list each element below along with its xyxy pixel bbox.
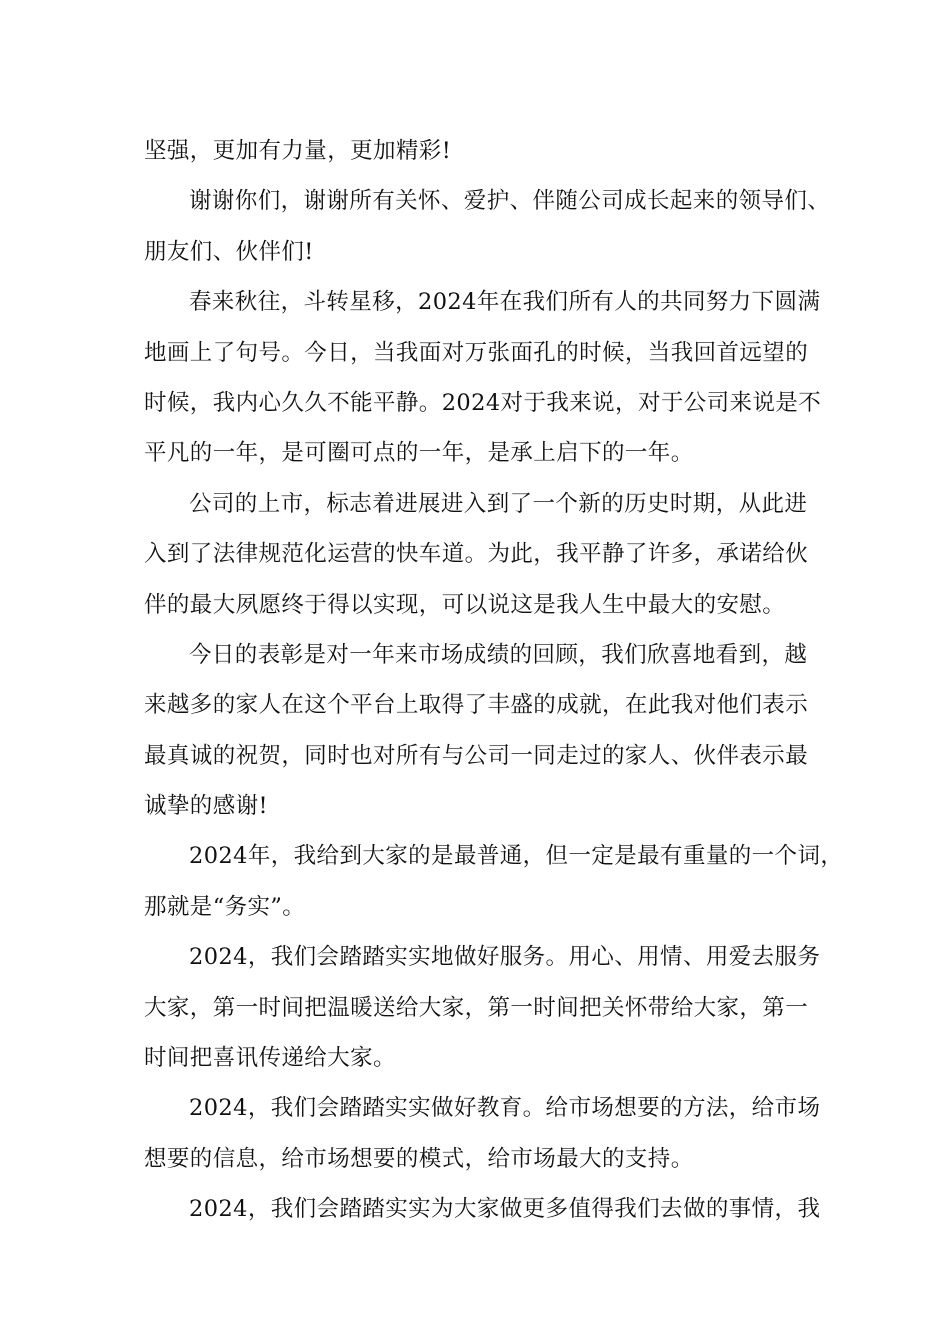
text-line: 朋友们、伙伴们!	[144, 238, 314, 265]
text-line: 坚强，更加有力量，更加精彩!	[144, 138, 452, 164]
text-line: 那就是“务实”。	[144, 893, 306, 920]
speech-text	[144, 126, 844, 1235]
text-line: 最真诚的祝贺，同时也对所有与公司一同走过的家人、伙伴表示最	[144, 742, 809, 769]
text-line: 谢谢你们，谢谢所有关怀、爱护、伴随公司成长起来的领导们、	[189, 188, 831, 215]
text-line: 诚挚的感谢!	[144, 793, 268, 820]
text-line: 2024年，我给到大家的是最普通，但一定是最有重量的一个词，	[189, 843, 844, 870]
text-line: 时候，我内心久久不能平静。2024对于我来说，对于公司来说是不	[144, 389, 822, 416]
text-line: 时间把喜讯传递给大家。	[144, 1045, 396, 1072]
text-line: 平凡的一年，是可圈可点的一年，是承上启下的一年。	[144, 440, 694, 467]
text-line: 2024，我们会踏踏实实地做好服务。用心、用情、用爱去服务	[189, 944, 821, 971]
text-line: 公司的上市，标志着进展进入到了一个新的历史时期，从此进	[189, 490, 808, 517]
text-line: 想要的信息，给市场想要的模式，给市场最大的支持。	[144, 1145, 694, 1172]
text-line: 2024，我们会踏踏实实做好教育。给市场想要的方法，给市场	[189, 1095, 821, 1122]
text-line: 2024，我们会踏踏实实为大家做更多值得我们去做的事情，我	[189, 1196, 821, 1223]
text-line: 伴的最大夙愿终于得以实现，可以说这是我人生中最大的安慰。	[144, 591, 786, 618]
text-line: 入到了法律规范化运营的快车道。为此，我平静了许多，承诺给伙	[144, 541, 809, 568]
text-line: 来越多的家人在这个平台上取得了丰盛的成就，在此我对他们表示	[144, 692, 809, 719]
text-line: 地画上了句号。今日，当我面对万张面孔的时候，当我回首远望的	[144, 339, 809, 366]
text-line: 大家，第一时间把温暖送给大家，第一时间把关怀带给大家，第一	[144, 994, 809, 1021]
text-line: 春来秋往，斗转星移，2024年在我们所有人的共同努力下圆满	[189, 289, 821, 316]
text-line: 今日的表彰是对一年来市场成绩的回顾，我们欣喜地看到，越	[189, 641, 808, 668]
